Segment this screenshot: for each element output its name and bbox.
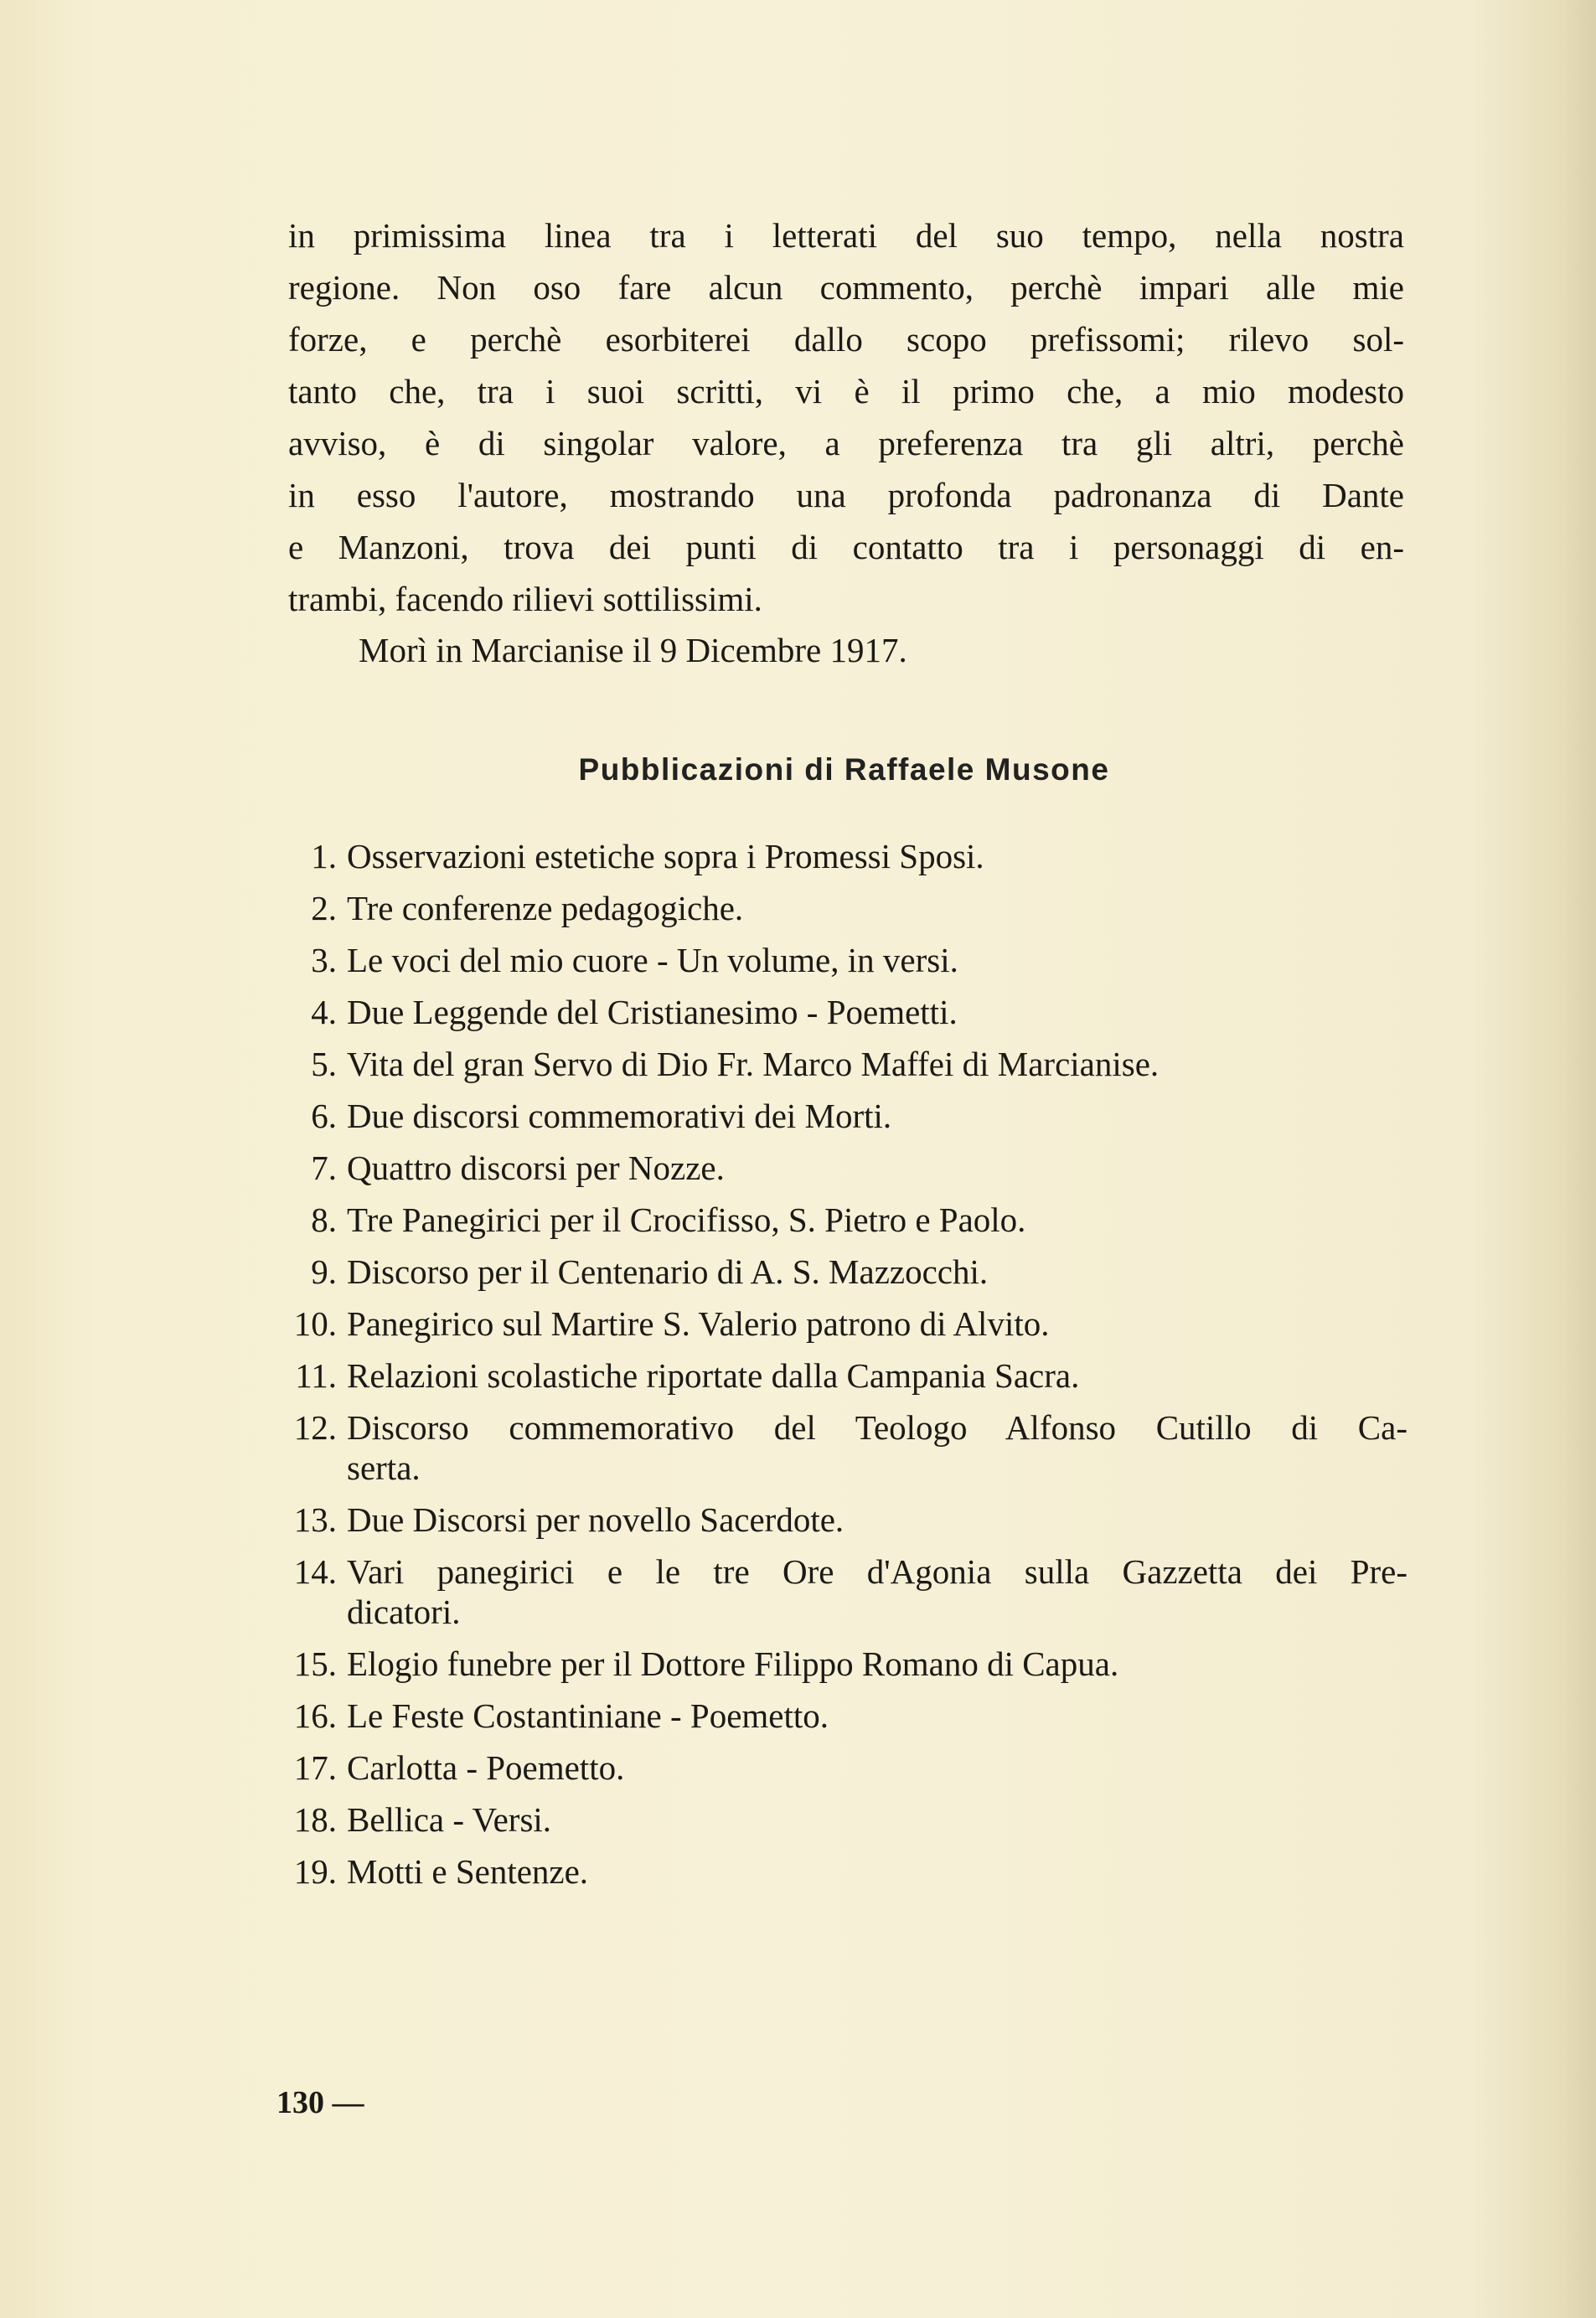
publication-line: Vari panegirici e le tre Ore d'Agonia sulla Gazzetta dei Pre- — [347, 1552, 1407, 1591]
publication-line: Tre Panegirici per il Crocifisso, S. Pietro e Paolo. — [347, 1200, 1026, 1239]
publication-line: Due discorsi commemorativi dei Morti. — [347, 1097, 892, 1135]
publication-item — [268, 1851, 1407, 1892]
publication-line: Relazioni scolastiche riportate dalla Campania Sacra. — [347, 1356, 1080, 1395]
death-date-line: Morì in Marcianise il 9 Dicembre 1917. — [359, 631, 907, 669]
publication-item — [268, 1355, 1407, 1396]
publication-title — [347, 1551, 1407, 1632]
publication-title — [347, 1500, 1407, 1540]
publication-number: 8. — [311, 1200, 337, 1239]
publication-line: Vita del gran Servo di Dio Fr. Marco Maffei di Marcianise. — [347, 1045, 1160, 1083]
publication-item — [268, 940, 1407, 980]
publication-number: 3. — [311, 941, 337, 979]
publication-line: serta. — [347, 1448, 421, 1487]
publication-item — [268, 836, 1407, 876]
publication-number: 7. — [311, 1149, 337, 1187]
publication-title — [347, 1148, 1407, 1188]
publication-number: 1. — [311, 837, 337, 875]
section-heading-text: Pubblicazioni di Raffaele Musone — [578, 752, 1110, 787]
publication-number: 11. — [295, 1356, 337, 1395]
publication-title — [347, 836, 1407, 876]
section-heading — [0, 752, 1596, 787]
publication-title — [347, 1355, 1407, 1396]
publication-number: 14. — [293, 1552, 337, 1591]
body-paragraph — [288, 209, 1404, 625]
publication-number: 12. — [293, 1408, 337, 1447]
publication-number: 19. — [293, 1852, 337, 1891]
publication-line: Elogio funebre per il Dottore Filippo Romano di Capua. — [347, 1644, 1119, 1683]
publication-item — [268, 1304, 1407, 1344]
publication-title — [347, 1644, 1407, 1684]
publication-number: 18. — [293, 1800, 337, 1839]
publication-number: 13. — [293, 1500, 337, 1539]
paragraph-line: forze, e perchè esorbiterei dallo scopo prefissomi; rilevo sol- — [288, 320, 1404, 359]
paragraph-line: trambi, facendo rilievi sottilissimi. — [288, 580, 762, 618]
publication-number: 9. — [311, 1252, 337, 1291]
publication-item — [268, 1696, 1407, 1736]
publication-title — [347, 1696, 1407, 1736]
publication-item — [268, 1148, 1407, 1188]
publication-line: Discorso commemorativo del Teologo Alfonso Cutillo di Ca- — [347, 1408, 1407, 1447]
publication-item — [268, 1200, 1407, 1240]
publication-line: Carlotta - Poemetto. — [347, 1748, 625, 1787]
publication-line: Quattro discorsi per Nozze. — [347, 1149, 725, 1187]
publication-line: Due Discorsi per novello Sacerdote. — [347, 1500, 844, 1539]
publication-number: 15. — [293, 1644, 337, 1683]
publication-item — [268, 1407, 1407, 1488]
publication-title — [347, 1407, 1407, 1488]
publication-number: 6. — [311, 1097, 337, 1135]
publication-line: Motti e Sentenze. — [347, 1852, 589, 1891]
paragraph-line: tanto che, tra i suoi scritti, vi è il primo che, a mio modesto — [288, 372, 1404, 410]
publication-title — [347, 992, 1407, 1032]
publication-number: 5. — [311, 1045, 337, 1083]
publication-title — [347, 1799, 1407, 1840]
publication-line: Due Leggende del Cristianesimo - Poemetti. — [347, 993, 958, 1031]
publication-title — [347, 1252, 1407, 1292]
publication-item — [268, 1252, 1407, 1292]
publication-number: 16. — [293, 1696, 337, 1735]
publication-title — [347, 1044, 1407, 1084]
publication-title — [347, 888, 1407, 928]
publication-item — [268, 1799, 1407, 1840]
publication-title — [347, 940, 1407, 980]
publication-line: Bellica - Versi. — [347, 1800, 552, 1839]
publications-list — [268, 836, 1407, 1903]
publication-number: 17. — [293, 1748, 337, 1787]
publication-item — [268, 992, 1407, 1032]
publication-title — [347, 1748, 1407, 1788]
paragraph-line: regione. Non oso fare alcun commento, perchè impari alle mie — [288, 268, 1404, 307]
publication-number: 10. — [293, 1304, 337, 1343]
publication-line: Discorso per il Centenario di A. S. Mazzocchi. — [347, 1252, 989, 1291]
publication-title — [347, 1851, 1407, 1892]
paragraph-line: in esso l'autore, mostrando una profonda padronanza di Dante — [288, 476, 1404, 514]
publication-number: 2. — [311, 889, 337, 927]
publication-item — [268, 1644, 1407, 1684]
publication-item — [268, 1748, 1407, 1788]
publication-item — [268, 1551, 1407, 1632]
publication-title — [347, 1096, 1407, 1136]
publication-item — [268, 1500, 1407, 1540]
publication-item — [268, 1096, 1407, 1136]
publication-line: Osservazioni estetiche sopra i Promessi Sposi. — [347, 837, 984, 875]
publication-line: Panegirico sul Martire S. Valerio patrono di Alvito. — [347, 1304, 1050, 1343]
paragraph-line: in primissima linea tra i letterati del suo tempo, nella nostra — [288, 216, 1404, 255]
paragraph-line: avviso, è di singolar valore, a preferenza tra gli altri, perchè — [288, 424, 1404, 462]
publication-line: dicatori. — [347, 1593, 461, 1631]
publication-line: Le Feste Costantiniane - Poemetto. — [347, 1696, 829, 1735]
publication-line: Tre conferenze pedagogiche. — [347, 889, 744, 927]
page-number: 130 — — [276, 2085, 364, 2120]
publication-title — [347, 1200, 1407, 1240]
publication-title — [347, 1304, 1407, 1344]
publication-number: 4. — [311, 993, 337, 1031]
publication-line: Le voci del mio cuore - Un volume, in versi. — [347, 941, 958, 979]
publication-item — [268, 888, 1407, 928]
publication-item — [268, 1044, 1407, 1084]
paragraph-line: e Manzoni, trova dei punti di contatto tra i personaggi di en- — [288, 528, 1404, 566]
